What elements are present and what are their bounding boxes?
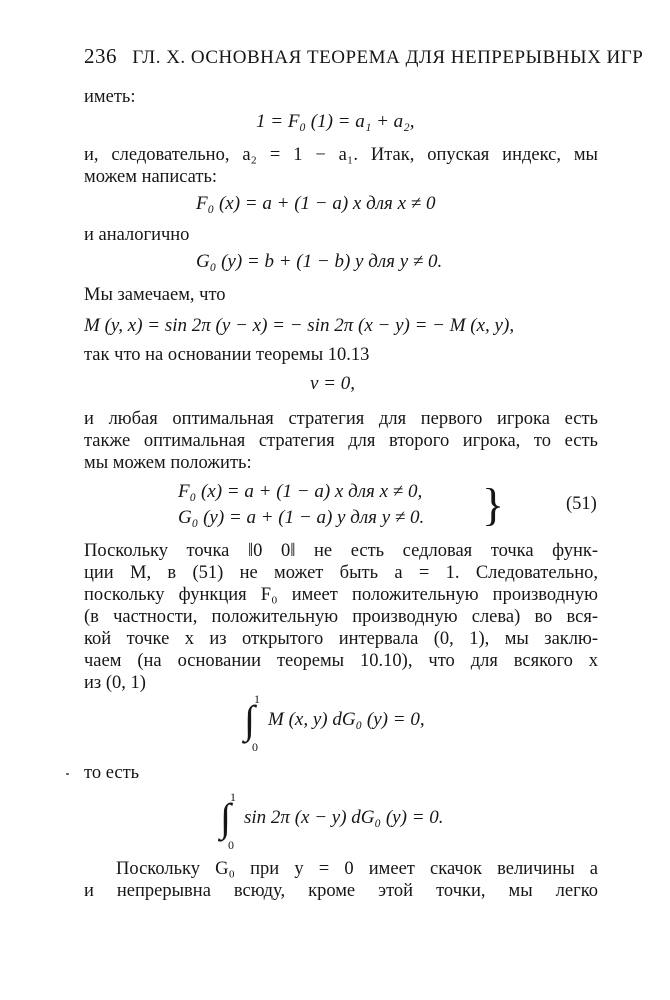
text-line: Поскольку G₀ при y = 0 имеет скачок величины a bbox=[116, 859, 598, 879]
text-line: чаем (на основании теоремы 10.10), что для всякого x bbox=[84, 651, 598, 671]
text-line: и аналогично bbox=[84, 225, 190, 245]
text-line: и, следовательно, a₂ = 1 − a₁. Итак, опуская индекс, мы bbox=[84, 145, 598, 165]
integral-lower-limit: 0 bbox=[228, 838, 234, 852]
text-line: также оптимальная стратегия для второго игрока, то есть bbox=[84, 431, 598, 451]
integral-body: sin 2π (x − y) dG₀ (y) = 0. bbox=[244, 807, 444, 828]
equation: F₀ (x) = a + (1 − a) x для x ≠ 0 bbox=[196, 193, 436, 214]
equation: M (y, x) = sin 2π (y − x) = − sin 2π (x − y) = − M (x, y), bbox=[84, 315, 515, 336]
print-speck bbox=[66, 773, 69, 775]
integral-body: M (x, y) dG₀ (y) = 0, bbox=[268, 709, 425, 730]
equation: G₀ (y) = b + (1 − b) y для y ≠ 0. bbox=[196, 251, 443, 272]
text-line: Поскольку точка ‖0 0‖ не есть седловая точка функ- bbox=[84, 541, 598, 561]
integral-sign: ∫ bbox=[244, 697, 255, 742]
text-line: и непрерывна всюду, кроме этой точки, мы легко bbox=[84, 881, 598, 901]
text-line: можем написать: bbox=[84, 167, 218, 187]
integral-upper-limit: 1 bbox=[230, 790, 236, 804]
integral-sign: ∫ bbox=[220, 795, 231, 840]
equation: F₀ (x) = a + (1 − a) x для x ≠ 0, bbox=[178, 481, 423, 502]
running-title: ГЛ. X. ОСНОВНАЯ ТЕОРЕМА ДЛЯ НЕПРЕРЫВНЫХ ИГР bbox=[132, 47, 644, 68]
equation-number: (51) bbox=[566, 494, 597, 514]
page-number: 236 bbox=[84, 44, 117, 68]
right-brace: } bbox=[482, 479, 505, 530]
text-line: ции M, в (51) не может быть a = 1. Следовательно, bbox=[84, 563, 598, 583]
equation: G₀ (y) = a + (1 − a) y для y ≠ 0. bbox=[178, 507, 425, 528]
equation: 1 = F₀ (1) = a₁ + a₂, bbox=[256, 111, 415, 132]
equation: v = 0, bbox=[310, 373, 356, 394]
text-line: кой точке x из открытого интервала (0, 1), мы заклю- bbox=[84, 629, 598, 649]
integral-lower-limit: 0 bbox=[252, 740, 258, 754]
text-line: так что на основании теоремы 10.13 bbox=[84, 345, 370, 365]
running-header bbox=[84, 44, 644, 69]
text-line: из (0, 1) bbox=[84, 673, 146, 693]
text-line: поскольку функция F₀ имеет положительную производную bbox=[84, 585, 598, 605]
text-line: и любая оптимальная стратегия для первого игрока есть bbox=[84, 409, 598, 429]
text-line: Мы замечаем, что bbox=[84, 285, 226, 305]
integral-upper-limit: 1 bbox=[254, 692, 260, 706]
text-line: иметь: bbox=[84, 87, 136, 107]
text-line: мы можем положить: bbox=[84, 453, 252, 473]
text-line: то есть bbox=[84, 763, 140, 783]
text-line: (в частности, положительную производную слева) во вся- bbox=[84, 607, 598, 627]
